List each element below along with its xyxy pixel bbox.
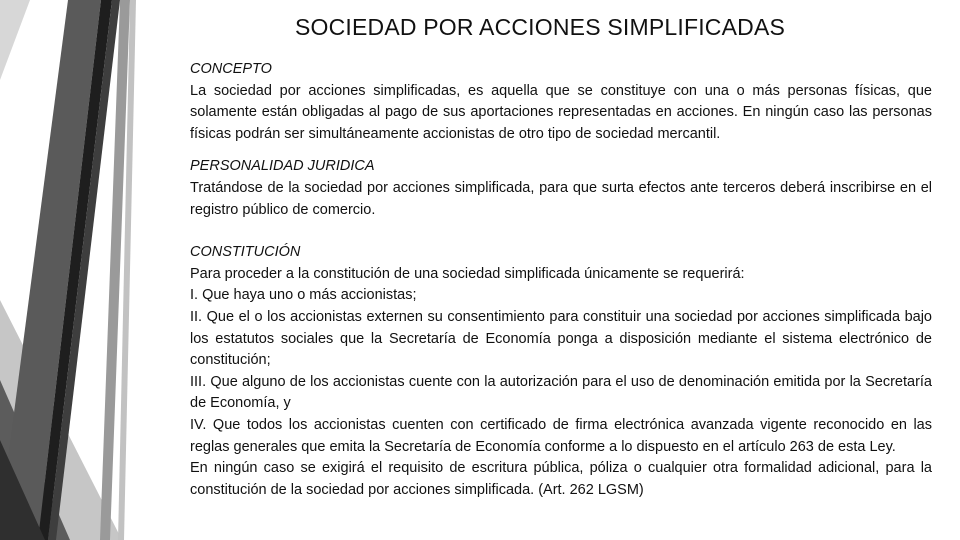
section-paragraph: Tratándose de la sociedad por acciones simplificada, para que surta efectos ante terceros deberá inscribirse en el registro público de comercio.: [190, 179, 932, 218]
slide-title: SOCIEDAD POR ACCIONES SIMPLIFICADAS: [294, 14, 786, 40]
closing-paragraph: En ningún caso se exigirá el requisito de escritura pública, póliza o cualquier otra formalidad adicional, para la constitución de la sociedad por acciones simplificada. (Art. 262 LGSM): [190, 460, 932, 498]
requirement-item-iii: III. Que alguno de los accionistas cuente con la autorización para el uso de denominación emitida por la Secretaría de Economía, y: [190, 373, 932, 412]
decorative-diagonal-stripes: [0, 0, 170, 540]
requirement-item-iv: IV. Que todos los accionistas cuenten con certificado de firma electrónica avanzada vigente reconocido en las reglas generales que emita la Secretaría de Economía conforme a lo dispuesto en el artículo 263 de esta Ley.: [190, 416, 932, 455]
section-heading: CONSTITUCIÓN: [190, 244, 301, 261]
section-heading: PERSONALIDAD JURIDICA: [190, 158, 375, 175]
slide-content: [190, 59, 932, 501]
section-paragraph: La sociedad por acciones simplificadas, es aquella que se constituye con una o más personas físicas, que solamente están obligadas al pago de sus aportaciones representadas en acciones. En ningún caso las personas físicas podrán ser simultáneamente accionistas de otro tipo de sociedad mercantil.: [190, 82, 932, 142]
stripes-graphic: [0, 0, 170, 540]
section-heading: CONCEPTO: [190, 61, 272, 77]
section-personalidad-juridica: [190, 156, 932, 221]
section-constitucion: [190, 242, 932, 501]
requirement-item-i: I. Que haya uno o más accionistas;: [190, 287, 417, 304]
requirement-item-ii: II. Que el o los accionistas externen su consentimiento para constituir una sociedad por acciones simplificada bajo los estatutos sociales que la Secretaría de Economía ponga a disposición mediante el sistema electrónico de constitución;: [190, 308, 932, 369]
section-concepto: [190, 59, 932, 145]
section-paragraph: Para proceder a la constitución de una sociedad simplificada únicamente se requerirá:: [190, 265, 745, 282]
